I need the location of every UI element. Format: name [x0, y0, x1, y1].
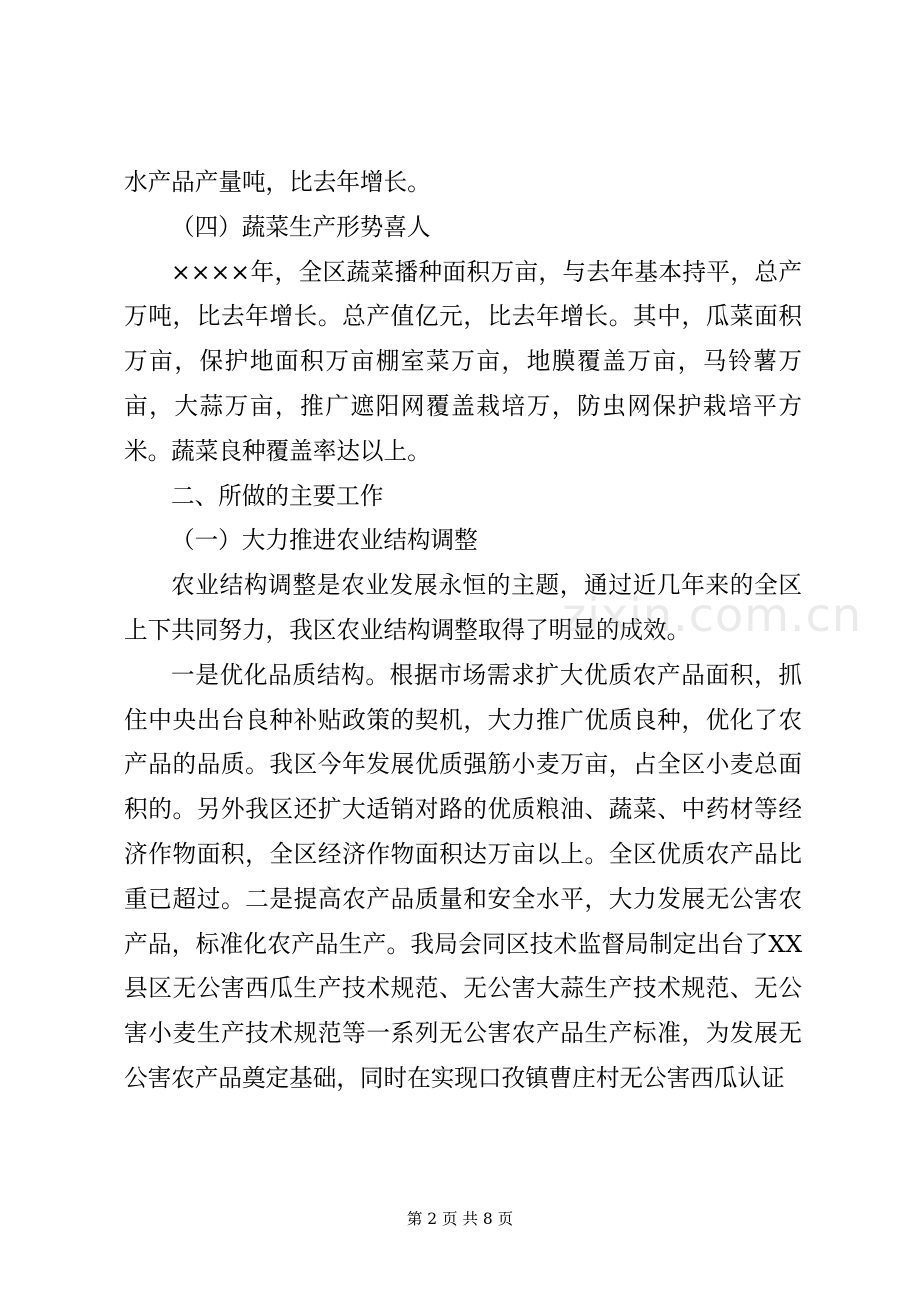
section-heading-main-work: 二、所做的主要工作 [171, 481, 384, 510]
page-footer: 第 2 页 共 8 页 [406, 1210, 514, 1228]
watermark: zixin.com.cn [562, 588, 863, 642]
section-heading-structure-adjustment: （一）大力推进农业结构调整 [171, 526, 478, 555]
paragraph-vegetables: ××××年，全区蔬菜播种面积万亩，与去年基本持平，总产万吨，比去年增长。总产值亿元，比去年增长。其中，瓜菜面积万亩，保护地面积万亩棚室菜万亩，地膜覆盖万亩，马铃薯万亩，大蒜万亩，推广遮阳网覆盖栽培万，防虫网保护栽培平方米。蔬菜良种覆盖率达以上。 [124, 257, 802, 465]
paragraph-quality-structure: 一是优化品质结构。根据市场需求扩大优质农产品面积，抓住中央出台良种补贴政策的契机，大力推广优质良种，优化了农产品的品质。我区今年发展优质强筋小麦万亩，占全区小麦总面积的。另外我区还扩大适销对路的优质粮油、蔬菜、中药材等经济作物面积，全区经济作物面积达万亩以上。全区优质农产品比重已超过。二是提高农产品质量和安全水平，大力发展无公害农产品，标准化农产品生产。我局会同区技术监督局制定出台了XX县区无公害西瓜生产技术规范、无公害大蒜生产技术规范、无公害小麦生产技术规范等一系列无公害农产品生产标准，为发展无公害农产品奠定基础，同时在实现口孜镇曹庄村无公害西瓜认证 [124, 660, 802, 1092]
paragraph-structure-adjustment: 农业结构调整是农业发展永恒的主题，通过近几年来的全区上下共同努力，我区农业结构调整取得了明显的成效。 [124, 571, 802, 644]
paragraph-continuation: 水产品产量吨，比去年增长。 [124, 168, 431, 196]
section-heading-vegetables: （四）蔬菜生产形势喜人 [171, 212, 431, 241]
document-body [124, 160, 802, 1101]
